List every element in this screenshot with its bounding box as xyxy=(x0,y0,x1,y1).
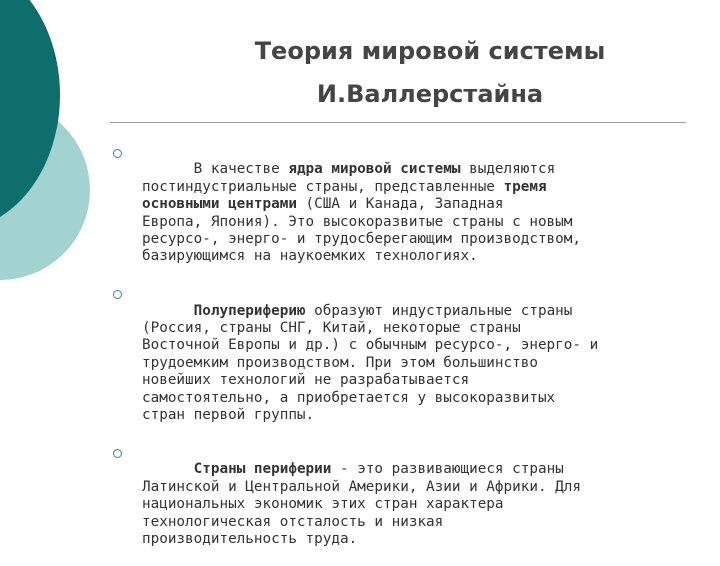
list-item-text xyxy=(142,285,692,442)
text-segment: выделяются постиндустриальные страны, представленные xyxy=(142,161,556,195)
list-item xyxy=(112,144,692,283)
slide-title xyxy=(150,30,710,116)
text-segment: - это развивающиеся страны Латинской и Центральной Америки, Азии и Африки. Для национальных экономик этих стран характера технологическая отсталость и низкая производительность труда. xyxy=(142,461,581,547)
list-item-text xyxy=(142,144,692,283)
slide-title-line-2: И.Валлерстайна xyxy=(316,80,544,108)
title-divider xyxy=(110,122,686,123)
list-item-text xyxy=(142,444,692,566)
text-segment: образуют индустриальные страны (Россия, страны СНГ, Китай, некоторые страны Восточной Европы и др.) с обычным ресурсо-, энерго- и трудоемким производством. При этом большинство новейших технологий не разрабатывается самостоятельно, а приобретается у высокоразвитых стран первой группы. xyxy=(142,302,599,424)
circle-bullet-icon xyxy=(113,449,122,458)
list-item xyxy=(112,444,692,566)
text-segment-bold: Страны периферии xyxy=(193,461,332,478)
text-segment-bold: тремя основными центрами xyxy=(142,178,547,213)
text-segment: (США и Канада, Западная Европа, Япония). Это высокоразвитые страны с новым ресурсо-, энерго- и трудосберегающим производством, базирующимся на наукоемких технологиях. xyxy=(142,196,581,265)
slide-title-line-1: Теория мировой системы xyxy=(254,37,606,65)
text-segment: В качестве xyxy=(193,161,289,178)
circle-bullet-icon xyxy=(113,149,122,158)
list-item xyxy=(112,285,692,442)
circle-bullet-icon xyxy=(113,290,122,299)
text-segment-bold: Полупериферию xyxy=(193,302,306,319)
bullet-list xyxy=(112,144,692,566)
text-segment-bold: ядра мировой системы xyxy=(288,161,461,178)
